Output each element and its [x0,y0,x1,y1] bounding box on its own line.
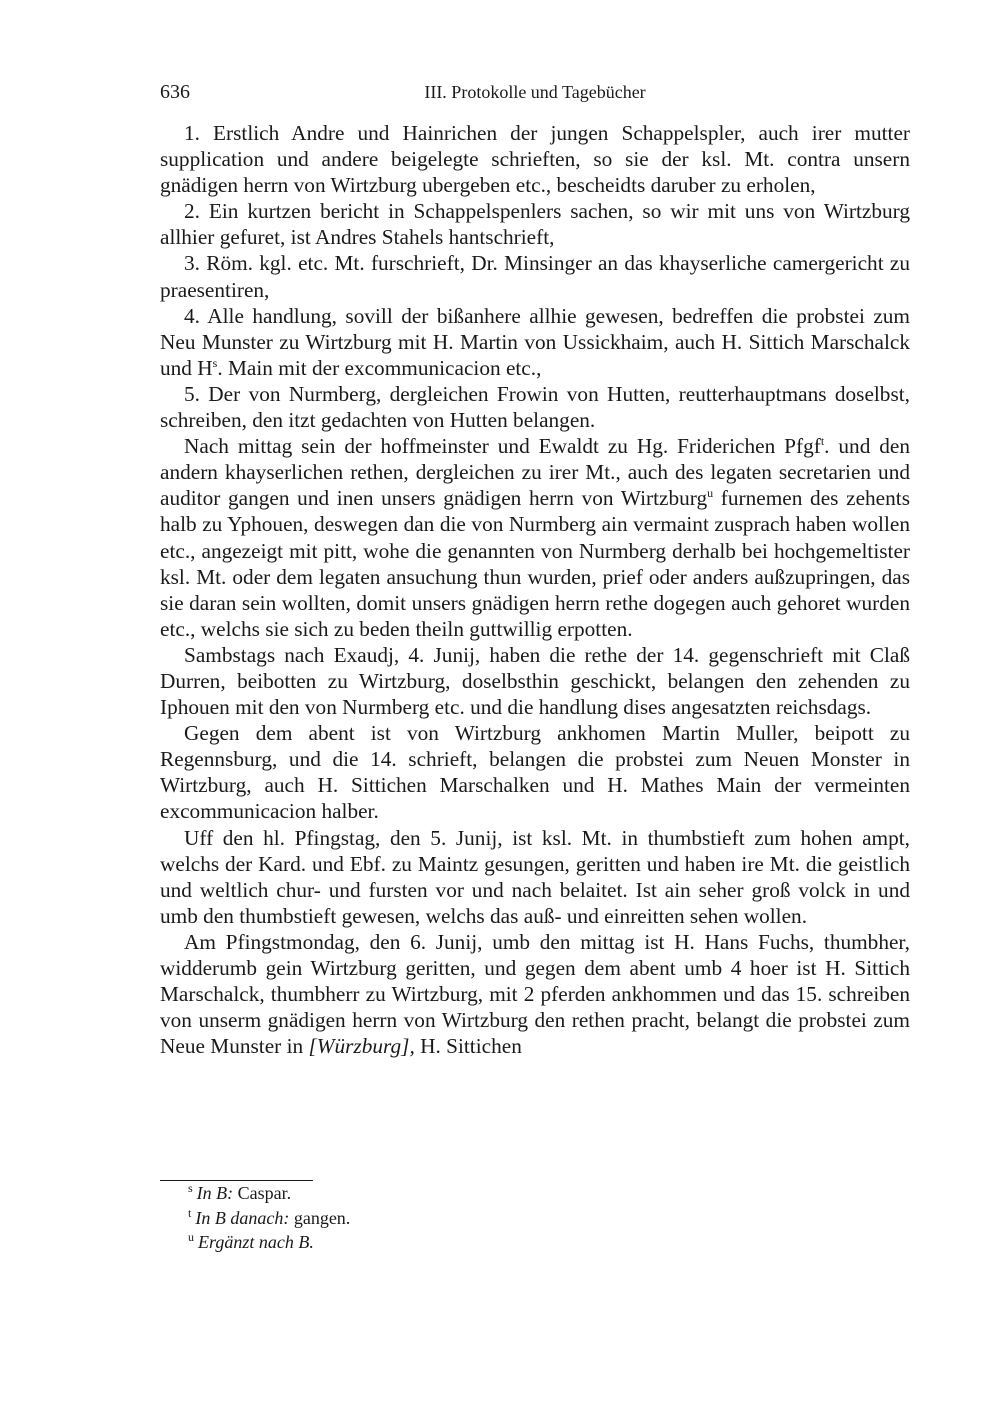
paragraph-text: H. Sittichen [414,1034,522,1059]
paragraph-item-5 [160,381,910,433]
paragraph-item-3 [160,250,910,302]
footnote-t [160,1206,910,1231]
paragraph-text: Sambstags nach Exaudj, 4. Junij, haben die rethe der 14. gegenschrieft mit Claß Durren, beibotten zu Wirtzburg, doselbsthin geschickt, belangen den zehenden zu Iphouen mit den von Nurmberg etc. und die handlung dises angesatzten reichsdags. [160,642,910,720]
running-title: III. Protokolle und Tagebücher [424,82,646,102]
paragraph-item-1 [160,120,910,198]
paragraph-pentecost [160,825,910,929]
paragraph-evening [160,720,910,824]
footnote-ref-t[interactable]: t [820,434,825,449]
paragraph-text: Am Pfingstmondag, den 6. Junij, umb den mittag ist H. Hans Fuchs, thumbher, widderumb gein Wirtzburg geritten, und gegen dem abent umb 4 hoer ist H. Sittich Marschalck, thumbherr zu Wirtzburg, mit 2 pferden ankhommen und das 15. schreiben von unserm gnädigen herrn von Wirtzburg den rethen pracht, belangt die probstei zum Neue Munster in [160,929,910,1059]
paragraph-text: 3. Röm. kgl. etc. Mt. furschrieft, Dr. Minsinger an das khayserliche camergericht zu praesentiren, [160,251,910,302]
paragraph-text: Nach mittag sein der hoffmeinster und Ewaldt zu Hg. Friderichen Pfgf [184,434,821,459]
paragraph-text: 1. Erstlich Andre und Hainrichen der jungen Schappelspler, auch irer mutter supplication und andere beigelegte schrieften, so sie der ksl. Mt. contra unsern gnädigen herrn von Wirtzburg ubergeben etc., bescheidts daruber zu erholen, [160,121,910,198]
footnote-text: Caspar. [233,1183,292,1203]
footnotes [160,1181,910,1255]
footnote-mark: u [188,1230,194,1244]
footnote-mark: s [188,1181,193,1195]
footnote-source: In B: [196,1183,234,1203]
paragraph-text: Gegen dem abent ist von Wirtzburg ankhomen Martin Muller, beipott zu Regennsburg, und die 14. schrieft, belangen die probstei zum Neuen Monster in Wirtzburg, auch H. Sittichen Marschalken und H. Mathes Main der vermeinten excommunicacion halber. [160,721,910,824]
paragraph-text: 5. Der von Nurmberg, dergleichen Frowin von Hutten, reutterhauptmans doselbst, schreiben, den itzt gedachten von Hutten belangen. [160,381,910,433]
page-number: 636 [160,81,190,103]
body-text [160,120,910,1059]
footnote-u [160,1230,910,1255]
footnote-ref-s[interactable]: s [212,355,218,370]
paragraph-saturday [160,642,910,720]
paragraph-text: 2. Ein kurtzen bericht in Schappelspenlers sachen, so wir mit uns von Wirtzburg allhier gefuret, ist Andres Stahels hantschrieft, [160,199,910,250]
paragraph-whit-monday [160,929,910,1059]
paragraph-item-4 [160,303,910,381]
footnote-ref-u[interactable]: u [707,486,714,501]
paragraph-afternoon [160,433,910,642]
page-header [160,78,910,106]
paragraph-text: . Main mit der excommunicacion etc., [217,355,542,380]
paragraph-text: 4. Alle handlung, sovill der bißanhere allhie gewesen, bedreffen die probstei zum Neu Munster zu Wirtzburg mit H. Martin von Ussickhaim, auch H. Sittich Marschalck und H [160,303,910,380]
paragraph-item-2 [160,198,910,250]
footnote-source: Ergänzt nach B. [198,1232,314,1252]
paragraph-text: furnemen des zehents halb zu Yphouen, deswegen dan die von Nurmberg ain vermaint zusprach haben wollen etc., angezeigt mit pitt, wohe die genannten von Nurmberg derhalb bei hochgemeltister ksl. Mt. oder dem legaten ansuchung thun wurden, prief oder anders außzupringen, das sie daran sein wollten, domit unsers gnädigen herrn rethe dogegen auch gehoret wurden etc., welchs sie sich zu beden theiln guttwillig erpotten. [160,486,910,641]
paragraph-text: Uff den hl. Pfingstag, den 5. Junij, ist ksl. Mt. in thumbstieft zum hohen ampt, welchs der Kard. und Ebf. zu Maintz gesungen, geritten und haben ire Mt. die geistlich und weltlich chur- und fursten vor und nach belaitet. Ist ain seher groß volck in und umb den thumbstieft gewesen, welchs das auß- und einreitten sehen wollen. [160,825,910,928]
footnote-s [160,1181,910,1206]
editorial-insertion: [Würzburg], [308,1034,415,1059]
paragraph-text: . und den andern khayserlichen rethen, dergleichen zu irer Mt., auch des legaten secretarien und auditor gangen und inen unsers gnädigen herrn von Wirtzburg [160,434,910,511]
footnote-mark: t [188,1205,192,1220]
footnote-source: In B danach: [195,1207,290,1228]
footnote-text: gangen. [289,1207,351,1228]
